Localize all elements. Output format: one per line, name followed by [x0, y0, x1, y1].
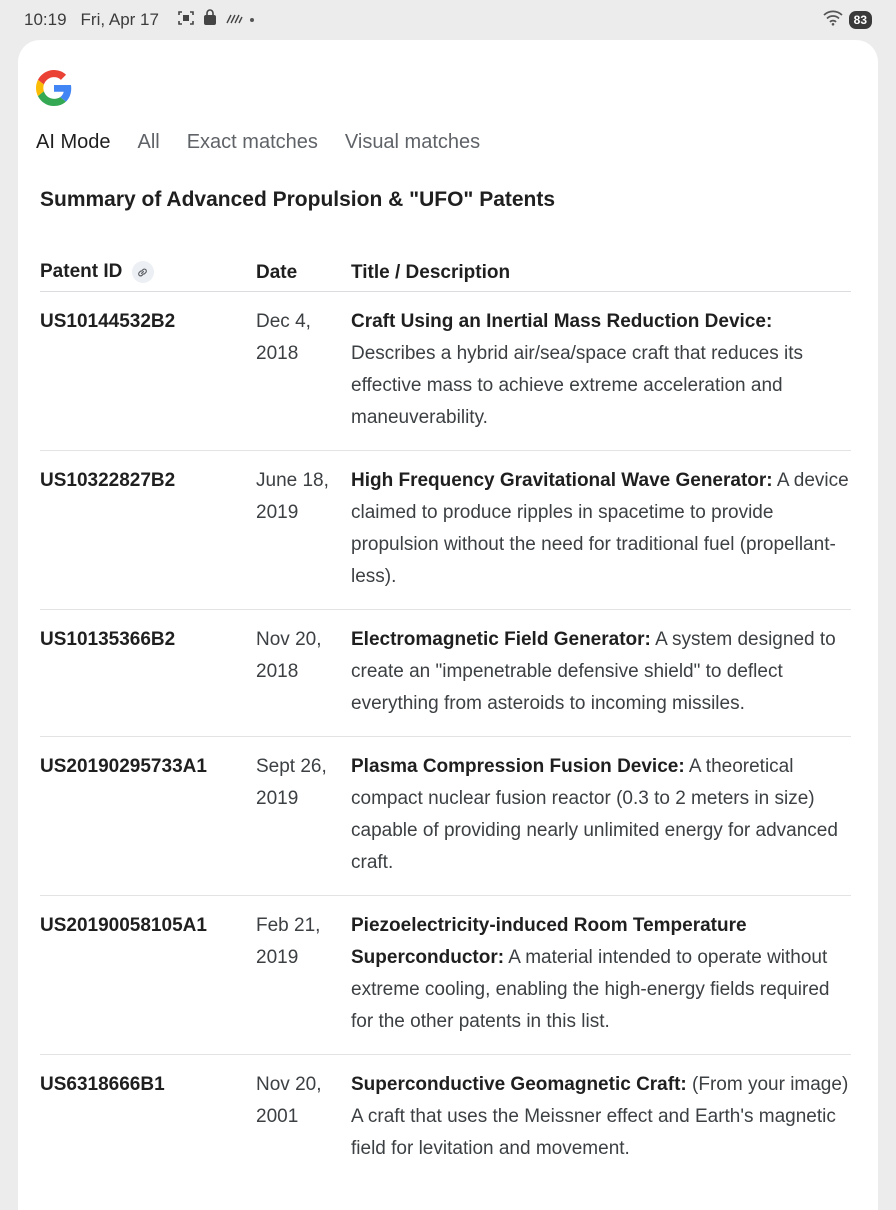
patent-description: (From your image) A craft that uses the Meissner effect and Earth's magnetic field for levitation and movement.	[351, 1074, 849, 1159]
shopping-bag-icon	[202, 9, 218, 31]
patents-table	[40, 254, 851, 1181]
tab-ai-mode[interactable]: AI Mode	[36, 131, 111, 153]
summary-heading: Summary of Advanced Propulsion & "UFO" Patents	[40, 188, 556, 211]
battery-indicator: 83	[849, 11, 872, 29]
patent-id-cell: US6318666B1	[40, 1074, 165, 1095]
search-tabs	[36, 131, 480, 154]
status-time: 10:19	[24, 10, 67, 29]
patent-id-cell: US10135366B2	[40, 629, 176, 650]
header-title: Title / Description	[351, 261, 511, 283]
table-row	[40, 896, 851, 1055]
search-results-card	[18, 40, 878, 1210]
description-cell	[351, 751, 851, 879]
description-cell	[351, 1069, 851, 1165]
patent-title: Electromagnetic Field Generator:	[351, 629, 651, 650]
table-row	[40, 1055, 851, 1181]
wifi-icon	[823, 10, 843, 31]
description-cell	[351, 624, 851, 720]
tab-exact-matches[interactable]: Exact matches	[186, 131, 318, 153]
patent-id-cell: US20190058105A1	[40, 915, 207, 936]
description-cell	[351, 306, 851, 434]
tab-all[interactable]: All	[137, 131, 160, 153]
signal-hatched-icon	[225, 10, 243, 30]
table-row	[40, 292, 851, 451]
patent-title: Plasma Compression Fusion Device:	[351, 756, 685, 777]
header-patent-id-label: Patent ID	[40, 261, 123, 283]
google-logo-icon[interactable]	[36, 70, 72, 106]
patent-title: High Frequency Gravitational Wave Generator:	[351, 470, 773, 491]
patent-title: Craft Using an Inertial Mass Reduction Device:	[351, 311, 773, 332]
link-icon[interactable]	[132, 261, 154, 283]
date-cell: Feb 21, 2019	[256, 915, 321, 968]
patent-title: Superconductive Geomagnetic Craft:	[351, 1074, 687, 1095]
table-row	[40, 451, 851, 610]
patent-description: Describes a hybrid air/sea/space craft that reduces its effective mass to achieve extreme acceleration and maneuverability.	[351, 343, 803, 428]
patent-description: A device claimed to produce ripples in spacetime to provide propulsion without the need for traditional fuel (propellant-less).	[351, 470, 849, 587]
patent-description: A system designed to create an "impenetrable defensive shield" to deflect everything from asteroids to incoming missiles.	[351, 629, 836, 714]
header-date: Date	[256, 261, 298, 283]
patent-description: A theoretical compact nuclear fusion reactor (0.3 to 2 meters in size) capable of providing nearly unlimited energy for advanced craft.	[351, 756, 838, 873]
screenshot-icon	[177, 9, 195, 32]
patent-title: Piezoelectricity-induced Room Temperature Superconductor:	[351, 915, 747, 968]
date-cell: Nov 20, 2018	[256, 629, 322, 682]
date-cell: June 18, 2019	[256, 470, 329, 523]
table-row	[40, 610, 851, 737]
patent-id-cell: US10144532B2	[40, 311, 176, 332]
tab-visual-matches[interactable]: Visual matches	[344, 131, 481, 153]
patent-id-cell: US20190295733A1	[40, 756, 207, 777]
table-header	[40, 254, 851, 292]
status-bar	[0, 0, 896, 40]
notification-dot-icon	[250, 18, 254, 22]
date-cell: Sept 26, 2019	[256, 756, 327, 809]
date-cell: Dec 4, 2018	[256, 311, 311, 364]
description-cell	[351, 465, 851, 593]
date-cell: Nov 20, 2001	[256, 1074, 322, 1127]
table-row	[40, 737, 851, 896]
status-date: Fri, Apr 17	[80, 10, 159, 29]
patent-id-cell: US10322827B2	[40, 470, 176, 491]
header-patent-id	[40, 261, 256, 283]
description-cell	[351, 910, 851, 1038]
patent-description: A material intended to operate without extreme cooling, enabling the high-energy fields required for the other patents in this list.	[351, 947, 830, 1032]
